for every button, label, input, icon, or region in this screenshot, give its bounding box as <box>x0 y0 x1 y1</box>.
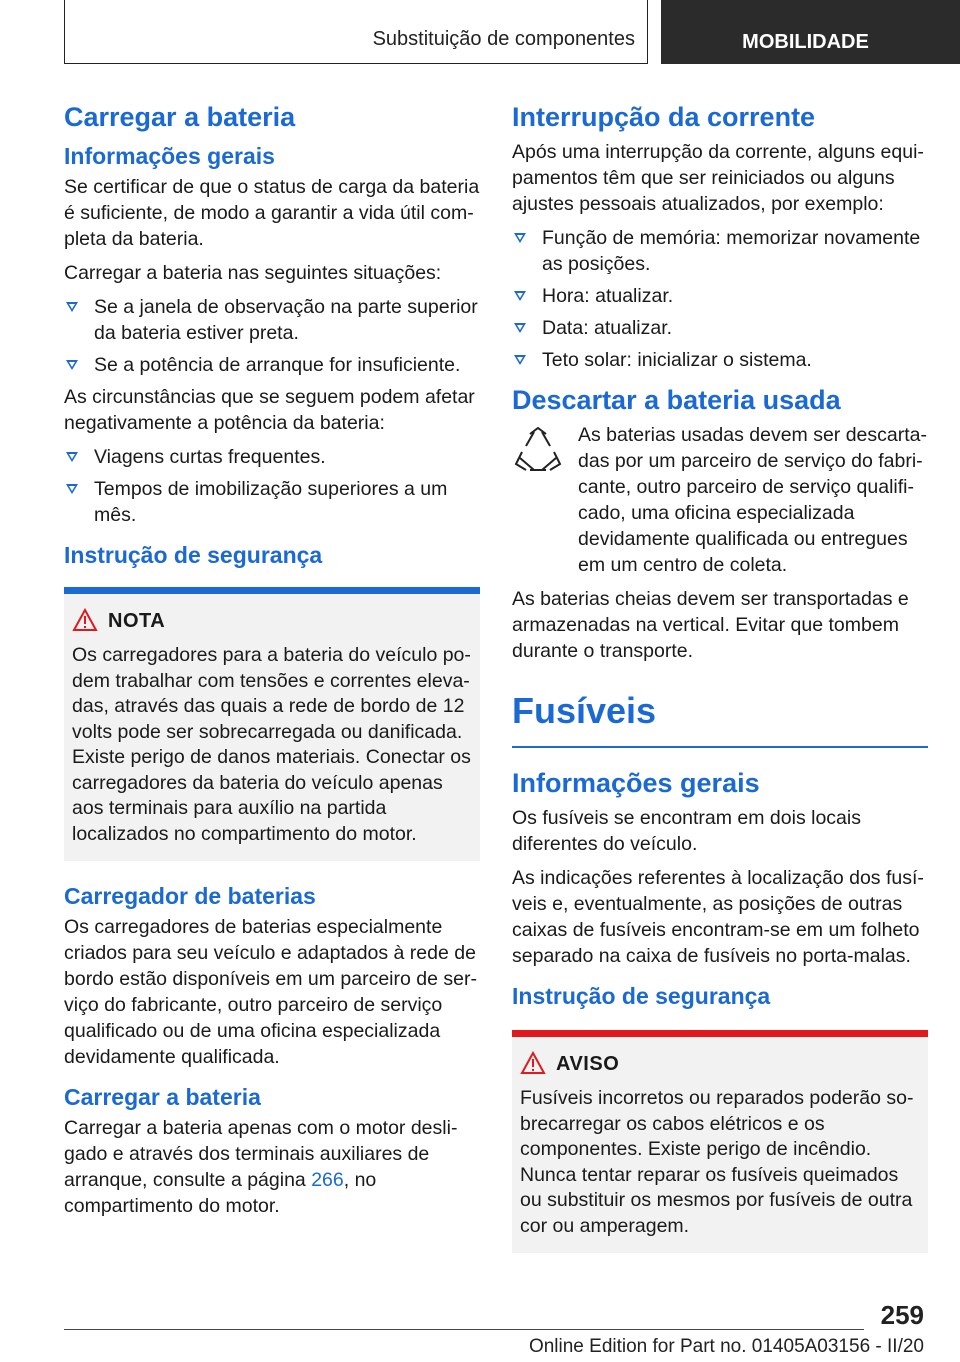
heading-general-info: Informações gerais <box>64 143 275 169</box>
paragraph-text: Carregar a bateria apenas com o motor desligado e através dos terminais auxiliares de arranque, consulte a página <box>64 1117 458 1191</box>
paragraph-text: , no compartimento do motor. <box>64 1169 377 1217</box>
list-item <box>64 476 480 528</box>
heading-charge-battery-2: Carregar a bateria <box>64 1084 261 1110</box>
note-text: Os carregadores para a bateria do veículo podem trabalhar com tensões e correntes elevadas, através das quais a rede de bordo de 12 volts pode ser sobrecarregada ou danificada. Existe perigo de danos materiais. Conectar os carregadores da bateria do veículo apenas aos terminais para auxílio na partida localizados no compartimento do motor. <box>72 644 471 845</box>
header-chapter-box <box>64 0 648 64</box>
paragraph: Os carregadores de baterias especialmente criados para seu veículo e adaptados à rede de bordo estão disponíveis em um parceiro de serviço do fabricante, outro parceiro de serviço qualificado ou de uma oficina especializada devidamente qualificada. <box>64 916 477 1068</box>
list-item <box>512 283 928 309</box>
heading-power-interruption: Interrupção da corrente <box>512 102 816 132</box>
warning-title <box>556 1053 920 1076</box>
paragraph: As circunstâncias que se seguem podem afetar negativamente a potência da bateria: <box>64 386 475 434</box>
bullet-triangle-icon <box>514 291 526 301</box>
warning-triangle-icon <box>520 1051 546 1075</box>
paragraph: Após uma interrupção da corrente, alguns equipamentos têm que ser reiniciados ou alguns ajustes pessoais atualizados, por exemplo: <box>512 141 924 215</box>
list-item <box>512 225 928 277</box>
recycle-icon <box>512 424 564 476</box>
footer-edition: Online Edition for Part no. 01405A03156 - II/20 <box>528 1336 924 1357</box>
bullet-triangle-icon <box>66 484 78 494</box>
bullet-triangle-icon <box>66 360 78 370</box>
list-item <box>64 352 480 378</box>
list-item-text: Teto solar: inicializar o sistema. <box>542 349 812 371</box>
list-item-text: Viagens curtas frequentes. <box>94 446 326 468</box>
heading-dispose-battery: Descartar a bateria usada <box>512 385 841 415</box>
bullet-triangle-icon <box>66 302 78 312</box>
list-item-text: Tempos de imobilização superiores a um mês. <box>94 478 448 526</box>
warning-triangle-icon <box>72 608 98 632</box>
paragraph: Se certificar de que o status de carga da bateria é suficiente, de modo a garantir a vida útil completa da bateria. <box>64 176 480 250</box>
bullet-triangle-icon <box>66 452 78 462</box>
page-number: 259 <box>880 1300 924 1330</box>
paragraph <box>64 1115 480 1219</box>
bullet-list <box>64 444 480 528</box>
warning-box <box>512 1030 928 1253</box>
note-title-text: NOTA <box>108 610 166 632</box>
paragraph: As baterias usadas devem ser descartadas por um parceiro de serviço do fabricante, outro parceiro de serviço qualificado, uma oficina especializada devidamente qualificada ou entregues em um centro de coleta. <box>578 424 928 576</box>
heading-charger: Carregador de baterias <box>64 883 316 909</box>
list-item-text: Data: atualizar. <box>542 317 673 339</box>
page-link[interactable]: 266 <box>311 1169 344 1191</box>
note-title <box>108 610 472 633</box>
list-item-text: Se a janela de observação na parte superior da bateria estiver preta. <box>94 296 478 344</box>
paragraph: Os fusíveis se encontram em dois locais diferentes do veículo. <box>512 807 861 855</box>
bullet-triangle-icon <box>514 323 526 333</box>
note-box <box>64 587 480 861</box>
right-column <box>512 96 928 1275</box>
heading-rule <box>512 746 928 748</box>
section-tab[interactable]: MOBILIDADE <box>661 0 960 64</box>
warning-text: Fusíveis incorretos ou reparados poderão sobrecarregar os cabos elétricos e os componentes. Existe perigo de incêndio. Nunca tentar reparar os fusíveis queimados ou substituir os mesmos por fusíveis de outra cor ou amperagem. <box>520 1087 914 1237</box>
chapter-title: Substituição de componentes <box>372 28 635 50</box>
heading-safety: Instrução de segurança <box>64 542 323 568</box>
heading-fuses: Fusíveis <box>512 690 657 731</box>
list-item-text: Se a potência de arranque for insuficiente. <box>94 354 461 376</box>
bullet-triangle-icon <box>514 233 526 243</box>
warning-title-text: AVISO <box>556 1053 620 1075</box>
bullet-triangle-icon <box>514 355 526 365</box>
heading-general-info: Informações gerais <box>512 768 760 798</box>
list-item <box>512 315 928 341</box>
bullet-list <box>64 294 480 378</box>
footer-rule <box>64 1329 864 1330</box>
list-item <box>512 347 928 373</box>
list-item-text: Hora: atualizar. <box>542 285 674 307</box>
paragraph: Carregar a bateria nas seguintes situações: <box>64 262 442 284</box>
list-item-text: Função de memória: memorizar novamente as posições. <box>542 227 921 275</box>
heading-safety: Instrução de segurança <box>512 983 771 1009</box>
paragraph: As indicações referentes à localização dos fusíveis e, eventualmente, as posições de outras caixas de fusíveis encontram-se em um folheto separado na caixa de fusíveis no porta-malas. <box>512 867 924 967</box>
left-column <box>64 96 480 1227</box>
recycle-block <box>512 422 928 578</box>
list-item <box>64 444 480 470</box>
bullet-list <box>512 225 928 373</box>
heading-charge-battery: Carregar a bateria <box>64 102 296 132</box>
list-item <box>64 294 480 346</box>
paragraph: As baterias cheias devem ser transportadas e armazenadas na vertical. Evitar que tombem durante o transporte. <box>512 588 909 662</box>
